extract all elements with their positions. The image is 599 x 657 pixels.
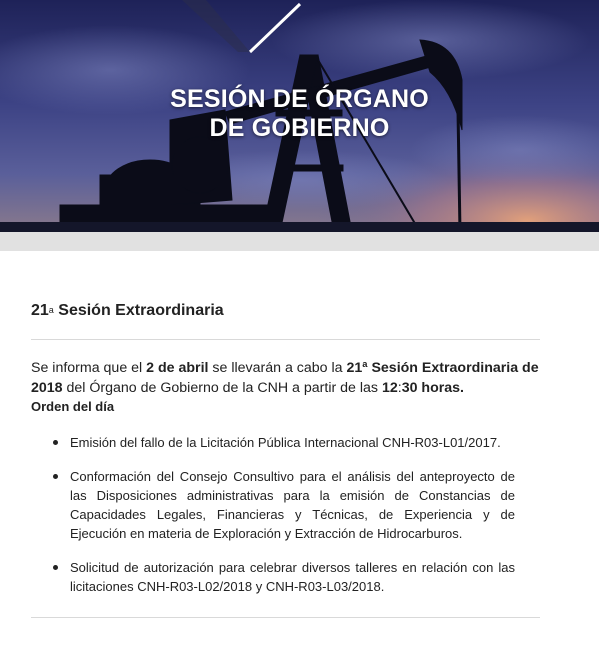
agenda-item [31, 433, 515, 452]
bullet-icon [53, 440, 58, 445]
intro-session-name: 21ª Sesión Extraordinaria de 2018 [31, 360, 539, 396]
agenda-item-text: Conformación del Consejo Consultivo para el análisis del anteproyecto de las Disposiciones administrativas para la emisión de Constancias de Capacidades Legales, Financieras y Técnicas, de Experiencia y de Ejecución en materia de Exploración y Extracción de Hidrocarburos. [70, 469, 515, 541]
agenda-item-text: Emisión del fallo de la Licitación Pública Internacional CNH-R03-L01/2017. [70, 435, 501, 450]
bullet-icon [53, 474, 58, 479]
intro-minutes: 30 horas. [401, 380, 465, 396]
session-label: Sesión Extraordinaria [58, 302, 224, 319]
agenda-item [31, 467, 515, 543]
intro-text-1: Se informa que el [31, 360, 147, 376]
intro-hour: 12 [381, 380, 398, 396]
intro-date: 2 de abril [146, 360, 209, 376]
bullet-icon [53, 565, 58, 570]
banner-title [0, 85, 599, 143]
divider-top [31, 339, 540, 340]
agenda-title: Orden del día [31, 399, 115, 414]
session-ordinal: a [48, 305, 54, 315]
agenda-item [31, 558, 515, 596]
session-number: 21 [31, 302, 49, 319]
intro-text-2: se llevarán a cabo la [208, 360, 347, 376]
session-header [31, 300, 540, 322]
divider-bottom [31, 617, 540, 618]
divider-band [0, 232, 599, 251]
intro-paragraph [31, 358, 543, 398]
intro-text-3: del Órgano de Gobierno de la CNH a partir de las [62, 380, 382, 396]
header-banner [0, 0, 599, 232]
session-heading [31, 300, 540, 322]
banner-title-line1: SESIÓN DE ÓRGANO [170, 85, 429, 113]
agenda-list [31, 433, 515, 611]
intro-colon: : [397, 380, 402, 396]
agenda-item-text: Solicitud de autorización para celebrar diversos talleres en relación con las licitaciones CNH-R03-L02/2018 y CNH-R03-L03/2018. [70, 560, 515, 594]
banner-title-line2: DE GOBIERNO [209, 114, 390, 142]
